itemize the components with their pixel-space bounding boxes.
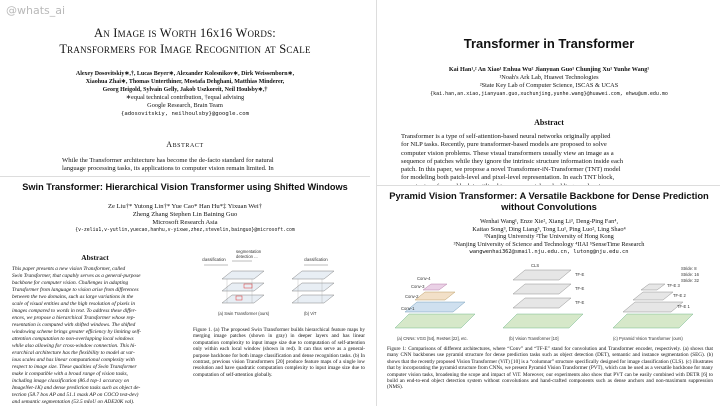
swin-diagram-a	[204, 261, 264, 303]
pvt-paper-panel	[376, 185, 720, 406]
swin-abstract-line: Swin Transformer, that capably serves as a general-purpose	[12, 273, 141, 279]
tnt-affil-line1: ¹Noah's Ark Lab, Huawei Technologies	[499, 74, 599, 81]
pvt-fig-conv3: Conv-3	[411, 284, 425, 289]
swin-fig-caption-a: (a) Swin Transformer (ours)	[218, 311, 270, 316]
pvt-fig-pvt2: TF-E 2	[673, 293, 686, 298]
pvt-fig-stride-a: Stride: 8	[681, 266, 697, 271]
tnt-abstract-line: patch. In this paper, we propose a novel Transformer-iN-Transformer (TNT) model	[401, 166, 621, 174]
tnt-abstract-line: for modeling both patch-level and pixel-level representation. In each TNT block,	[401, 174, 615, 182]
swin-abstract-line: make it compatible with a broad range of vision tasks,	[12, 371, 128, 377]
watermark: @whats_ai	[6, 4, 66, 17]
vit-authors-line3: Georg Heigold, Sylvain Gelly, Jakob Uszkoreit, Neil Houlsby∗,†	[102, 87, 268, 93]
swin-abstract-line: ImageNet-1K) and dense prediction tasks such as object de-	[12, 385, 141, 391]
pvt-diagram-a	[395, 276, 475, 328]
vit-title	[0, 25, 370, 57]
vit-paper-panel	[0, 0, 370, 176]
vit-abstract-heading: Abstract	[166, 140, 204, 149]
swin-fig-label-classification-b: classification	[304, 257, 328, 262]
tnt-authors	[377, 66, 721, 98]
pvt-fig-tf1: TF-E	[575, 300, 585, 305]
tnt-abstract	[401, 133, 701, 191]
tnt-abstract-line: sequence of patches while they ignore the intrinsic structure information inside each	[401, 157, 624, 165]
tnt-abstract-line: computer vision problems. These visual transformers usually view an image as a	[401, 149, 614, 157]
swin-abstract-line: including image classification (86.4 top-1 accuracy on	[12, 378, 130, 384]
vit-email: {adosovitskiy, neilhoulsby}@google.com	[121, 111, 249, 117]
vit-abstract	[62, 157, 312, 174]
pvt-fig-caption-c: (c) Pyramid Vision Transformer (ours)	[613, 336, 683, 341]
swin-abstract-line: erarchical architecture has the flexibility to model at var-	[12, 350, 135, 356]
swin-fig-label-segmentation: segmentation	[236, 249, 262, 254]
tnt-abstract-heading: Abstract	[534, 118, 564, 127]
swin-title: Swin Transformer: Hierarchical Vision Transformer using Shifted Windows	[22, 182, 348, 192]
swin-fig-caption-b: (b) ViT	[304, 311, 317, 316]
tnt-authors-line: Kai Han¹,² An Xiao¹ Enhua Wu² Jianyuan Guo¹ Chunjing Xu¹ Yunhe Wang¹	[448, 66, 650, 73]
swin-abstract-line: respect to image size. These qualities of Swin Transformer	[12, 364, 137, 370]
vit-affil-line2: Google Research, Brain Team	[147, 102, 223, 109]
swin-abstract-line: while also allowing for cross-window connection. This hi-	[12, 343, 137, 349]
tnt-affil-line2: ²State Key Lab of Computer Science, ISCAS & UCAS	[479, 82, 619, 89]
pvt-authors-line2: Kaitao Song³, Ding Liang⁵, Tong Lu¹, Ping Luo², Ling Shao⁴	[472, 225, 626, 233]
swin-paper-panel	[0, 176, 370, 406]
pvt-title	[377, 190, 721, 212]
pvt-fig-stride-b: Stride: 16	[681, 272, 699, 277]
vit-title-line2: Transformers for Image Recognition at Scale	[59, 42, 311, 56]
tnt-email: {kai.han,an.xiao,jianyuan.guo,xuchunjing,yunhe.wang}@huawei.com, ehwu@um.edu.mo	[430, 91, 668, 97]
pvt-fig-caption-a: (a) CNNs: VGG [54], ResNet [22], etc.	[397, 336, 468, 341]
swin-abstract-line: images compared to words in text. To address these differ-	[12, 308, 137, 314]
vit-authors	[0, 70, 370, 118]
swin-affil: Microsoft Research Asia	[152, 219, 218, 226]
pvt-affil-line2: ³Nanjing University of Science and Technology ⁴IIAI ⁵SenseTime Research	[453, 240, 645, 248]
tnt-abstract-line: Transformer is a type of self-attention-based neural networks originally applied	[401, 133, 611, 140]
pvt-title-line1: Pyramid Vision Transformer: A Versatile Backbone for Dense Prediction	[389, 190, 709, 201]
pvt-fig-cls: CLS	[531, 263, 540, 268]
pvt-figure-caption: Figure 1: Comparisons of different architectures, where “Conv” and “TF-E” stand for convolution and Transformer encoder, respectively. (a) shows that many CNN backbones use pyramid structure for dense prediction tasks such as object detection (DET), semantic and instance segmentation (SEG). (b) shows that the recently proposed Vision Transformer (ViT) [10] is a “columnar” structure specifically designed for image classification (CLS). (c) illustrates that by incorporating the pyramid structure from CNNs, we present Pyramid Vision Transformer (PVT), which can be used as a versatile backbone for many computer vision tasks, broadening the scope and impact of ViT. Moreover, our experiments also show that PVT can be easily combined with DETR [6] to build an end-to-end object detection system without convolutions and hand-crafted components such as dense anchors and non-maximum suppression (NMS).	[387, 346, 713, 391]
swin-fig-label-detection: detection ...	[236, 254, 258, 259]
pvt-affil-line1: ¹Nanjing University ²The University of Hong Kong	[484, 233, 614, 241]
vit-title-line1: An Image is Worth 16x16 Words:	[94, 26, 276, 40]
pvt-authors-line1: Wenhai Wang¹, Enze Xie², Xiang Li³, Deng-Ping Fan⁴,	[479, 218, 619, 225]
swin-abstract	[12, 266, 184, 406]
swin-diagram-b	[292, 265, 334, 303]
pvt-fig-tf3: TF-E	[575, 272, 585, 277]
tnt-abstract-line: for NLP tasks. Recently, pure transformer-based models are proposed to solve	[401, 141, 607, 149]
swin-abstract-line: scale of visual entities and the high resolution of pixels in	[12, 301, 135, 307]
swin-abstract-line: attention computation to non-overlapping local windows	[12, 336, 134, 342]
pvt-figure	[391, 262, 711, 344]
swin-authors-line2: Zheng Zhang Stephen Lin Baining Guo	[132, 211, 238, 218]
swin-abstract-line: tection (58.7 box AP and 51.1 mask AP on COCO test-dev)	[12, 392, 139, 398]
pvt-fig-pvt3: TF-E 3	[667, 283, 680, 288]
swin-abstract-line: resentation is computed with shifted windows. The shifted	[12, 322, 136, 328]
pvt-fig-conv1: Conv-1	[401, 306, 415, 311]
swin-figure-caption: Figure 1. (a) The proposed Swin Transformer builds hierarchical feature maps by merging image patches (shown in gray) in deeper layers and has linear computation complexity to input image size due to computation of self-attention only within each local window (shown in red). It can thus serve as a general-purpose backbone for both image classification and dense recognition tasks. (b) In contrast, previous vision Transformers [20] produce feature maps of a single low resolution and have quadratic computation complexity to input image size due to computation of self-attention globally.	[193, 327, 365, 378]
swin-abstract-line: between the two domains, such as large variations in the	[12, 294, 134, 300]
vit-abstract-line2: language processing tasks, its applications to computer vision remain limited. In	[62, 165, 274, 173]
pvt-diagram-b	[503, 263, 585, 328]
swin-abstract-line: windowing scheme brings greater efficiency by limiting self-	[12, 329, 142, 335]
pvt-fig-pvt1: TF-E 1	[677, 304, 690, 309]
vit-abstract-line1: While the Transformer architecture has become the de-facto standard for natural	[62, 157, 274, 164]
swin-email: {v-zeliu1,v-yutlin,yuecao,hanhu,v-yixwe,zhez,stevelin,bainguo}@microsoft.com	[75, 228, 295, 233]
tnt-paper-panel	[376, 0, 720, 185]
pvt-fig-caption-b: (b) Vision Transformer [10]	[509, 336, 559, 341]
swin-abstract-line: and semantic segmentation (53.5 mIoU on ADE20K val).	[12, 399, 135, 405]
pvt-fig-conv4: Conv-4	[417, 276, 431, 281]
vit-authors-line2: Xiaohua Zhai∗, Thomas Unterthiner, Mostafa Dehghani, Matthias Minderer,	[85, 79, 285, 85]
pvt-title-line2: without Convolutions	[501, 201, 597, 212]
pvt-fig-conv2: Conv-2	[405, 294, 419, 299]
swin-abstract-line: backbone for computer vision. Challenges in adapting	[12, 280, 129, 286]
tnt-title: Transformer in Transformer	[463, 36, 635, 51]
vit-authors-line1: Alexey Dosovitskiy∗,†, Lucas Beyer∗, Alexander Kolesnikov∗, Dirk Weissenborn∗,	[75, 71, 295, 77]
pvt-fig-stride-c: Stride: 32	[681, 278, 699, 283]
swin-authors	[0, 203, 370, 235]
swin-figure	[192, 247, 362, 327]
swin-abstract-heading: Abstract	[81, 253, 109, 262]
swin-authors-line1: Ze Liu†* Yutong Lin†* Yue Cao* Han Hu*‡ Yixuan Wei†	[107, 203, 263, 210]
pvt-authors	[377, 218, 721, 256]
pvt-fig-tf2: TF-E	[575, 286, 585, 291]
swin-abstract-line: Transformer from language to vision arise from differences	[12, 287, 139, 293]
swin-abstract-line: ences, we propose a hierarchical Transformer whose rep-	[12, 315, 136, 321]
pvt-diagram-c	[613, 266, 700, 328]
swin-fig-label-classification: classification	[202, 257, 226, 262]
pvt-email: wangwenhai362@smail.nju.edu.cn, lutong@nju.edu.cn	[469, 249, 629, 256]
swin-abstract-line: This paper presents a new vision Transformer, called	[12, 266, 126, 272]
swin-abstract-line: ious scales and has linear computational complexity with	[12, 357, 135, 363]
vit-affil-line1: ∗equal technical contribution, †equal advising	[125, 94, 245, 101]
